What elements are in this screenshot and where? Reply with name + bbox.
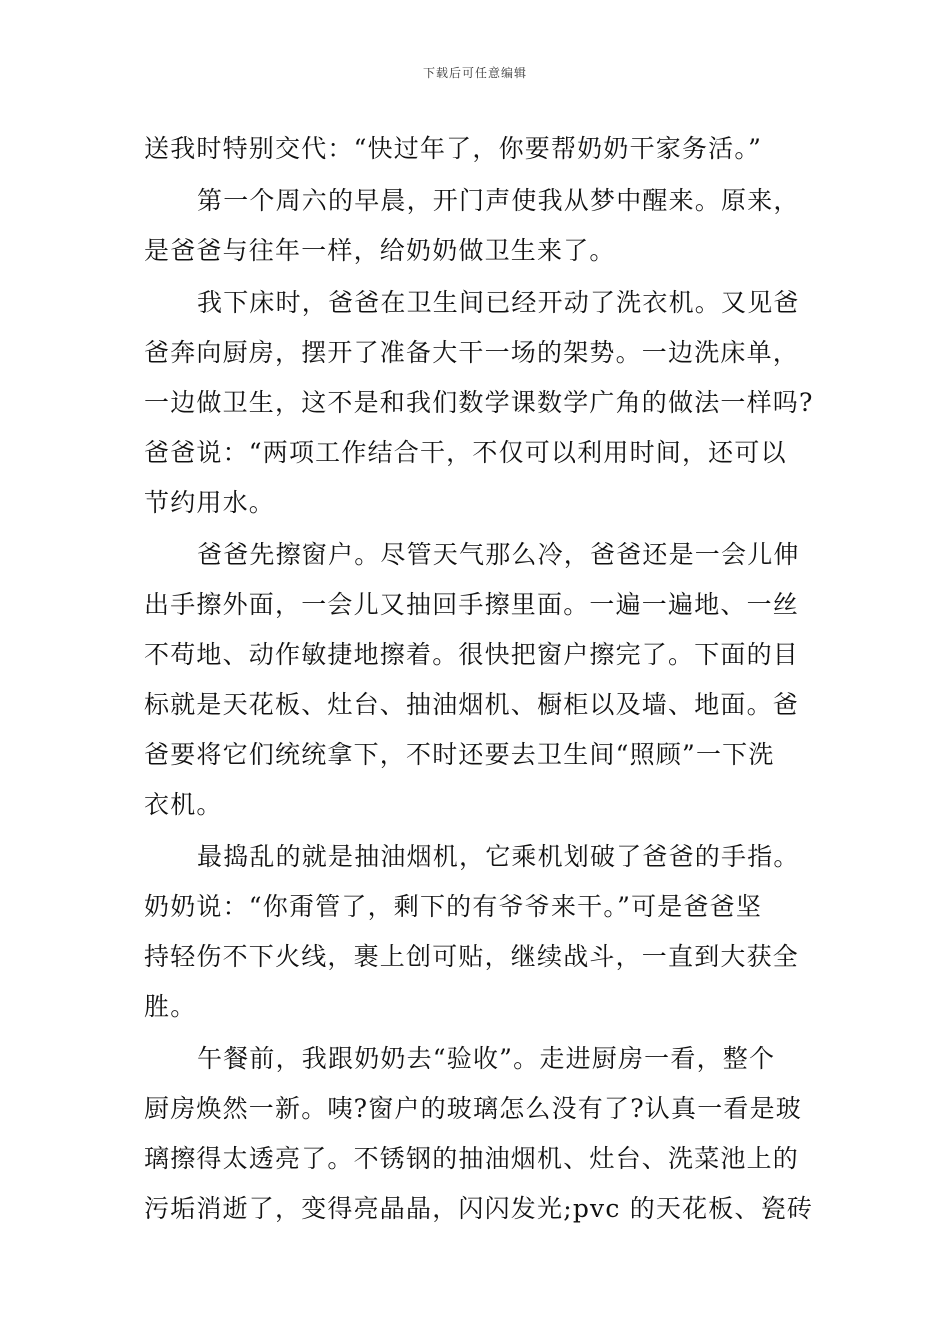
text-line: 胜。 [144, 992, 197, 1021]
text-line: 节约用水。 [144, 488, 276, 517]
text-line: 第一个周六的早晨，开门声使我从梦中醒来。原来， [197, 186, 800, 215]
text-line: 不苟地、动作敏捷地擦着。很快把窗户擦完了。下面的目 [144, 640, 800, 669]
text-line: 是爸爸与往年一样，给奶奶做卫生来了。 [144, 236, 616, 265]
text-line: 爸爸先擦窗户。尽管天气那么冷，爸爸还是一会儿伸 [197, 540, 800, 569]
text-line: 最捣乱的就是抽油烟机，它乘机划破了爸爸的手指。 [197, 842, 800, 871]
text-line: 污垢消逝了，变得亮晶晶，闪闪发光;pvc 的天花板、瓷砖 [144, 1194, 814, 1223]
text-line: 爸奔向厨房，摆开了准备大干一场的架势。一边洗床单， [144, 338, 800, 367]
page-header: 下载后可任意编辑 [422, 66, 527, 80]
text-line: 爸爸说：“两项工作结合干，不仅可以利用时间，还可以 [144, 438, 787, 467]
text-line: 厨房焕然一新。咦?窗户的玻璃怎么没有了?认真一看是玻 [144, 1094, 803, 1123]
document-body [144, 124, 814, 1234]
text-line: 衣机。 [144, 790, 223, 819]
text-line: 午餐前，我跟奶奶去“验收”。走进厨房一看，整个 [197, 1044, 776, 1073]
text-line: 奶奶说：“你甭管了，剩下的有爷爷来干。”可是爸爸坚 [144, 892, 763, 921]
text-line: 送我时特别交代：“快过年了，你要帮奶奶干家务活。” [144, 134, 763, 163]
text-line: 我下床时，爸爸在卫生间已经开动了洗衣机。又见爸 [197, 288, 800, 317]
text-line: 一边做卫生，这不是和我们数学课数学广角的做法一样吗? [144, 388, 814, 417]
text-line: 持轻伤不下火线，裹上创可贴，继续战斗，一直到大获全 [144, 942, 800, 971]
text-line: 出手擦外面，一会儿又抽回手擦里面。一遍一遍地、一丝 [144, 590, 800, 619]
text-line: 标就是天花板、灶台、抽油烟机、橱柜以及墙、地面。爸 [144, 690, 800, 719]
text-line: 璃擦得太透亮了。不锈钢的抽油烟机、灶台、洗菜池上的 [144, 1144, 800, 1173]
text-line: 爸要将它们统统拿下，不时还要去卫生间“照顾”一下洗 [144, 740, 775, 769]
